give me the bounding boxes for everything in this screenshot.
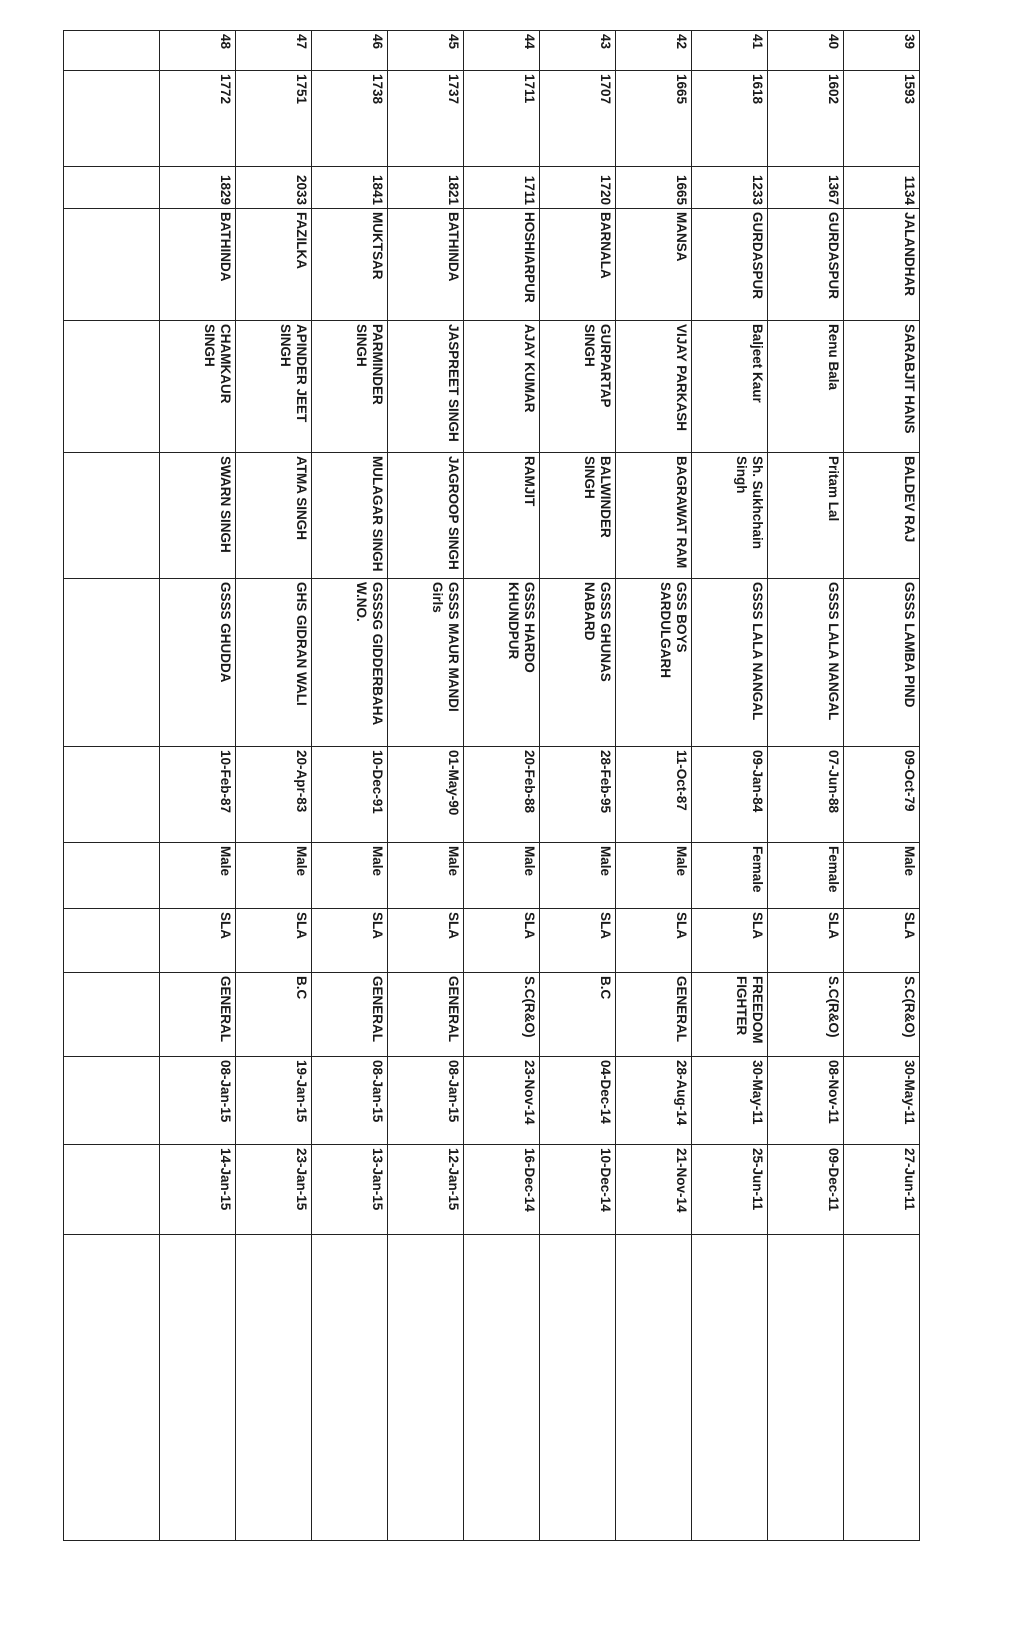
date-of-birth-cell: 07-Jun-88 [768, 747, 844, 843]
table-row [616, 31, 692, 1541]
table-row [312, 31, 388, 1541]
joining-date-cell: 08-Jan-15 [312, 1057, 388, 1145]
date-of-birth-cell: 01-May-90 [388, 747, 464, 843]
empty-cell [64, 1057, 160, 1145]
empty-cell [64, 843, 160, 909]
date-of-birth-cell: 09-Oct-79 [844, 747, 920, 843]
table-row [464, 31, 540, 1541]
serial-number-cell: 44 [464, 31, 540, 71]
second-id-cell: 1233 [692, 167, 768, 209]
relieving-date-cell: 10-Dec-14 [540, 1145, 616, 1235]
table-body [64, 31, 920, 1541]
second-id-cell: 1821 [388, 167, 464, 209]
joining-date-cell: 08-Jan-15 [388, 1057, 464, 1145]
remarks-cell [768, 1235, 844, 1541]
remarks-cell [236, 1235, 312, 1541]
father-name-cell: SWARN SINGH [160, 453, 236, 579]
employee-name-cell: GURPARTAP SINGH [540, 321, 616, 453]
empty-table-row [64, 31, 160, 1541]
second-id-cell: 1665 [616, 167, 692, 209]
empty-cell [64, 167, 160, 209]
remarks-cell [388, 1235, 464, 1541]
date-of-birth-cell: 28-Feb-95 [540, 747, 616, 843]
post-cell: SLA [768, 909, 844, 973]
category-cell: GENERAL [312, 973, 388, 1057]
relieving-date-cell: 13-Jan-15 [312, 1145, 388, 1235]
gender-cell: Male [312, 843, 388, 909]
school-cell: GSSS LAMBA PIND [844, 579, 920, 747]
table-row [844, 31, 920, 1541]
table-row [388, 31, 464, 1541]
relieving-date-cell: 21-Nov-14 [616, 1145, 692, 1235]
school-cell: GSSS LALA NANGAL [692, 579, 768, 747]
second-id-cell: 1829 [160, 167, 236, 209]
relieving-date-cell: 12-Jan-15 [388, 1145, 464, 1235]
gender-cell: Male [540, 843, 616, 909]
serial-number-cell: 45 [388, 31, 464, 71]
joining-date-cell: 08-Nov-11 [768, 1057, 844, 1145]
category-cell: B.C [236, 973, 312, 1057]
category-cell: B.C [540, 973, 616, 1057]
empty-cell [64, 579, 160, 747]
empty-cell [64, 1145, 160, 1235]
employee-name-cell: CHAMKAUR SINGH [160, 321, 236, 453]
second-id-cell: 1134 [844, 167, 920, 209]
category-cell: FREEDOM FIGHTER [692, 973, 768, 1057]
father-name-cell: MULAGAR SINGH [312, 453, 388, 579]
post-cell: SLA [464, 909, 540, 973]
employee-name-cell: PARMINDER SINGH [312, 321, 388, 453]
id-number-cell: 1665 [616, 71, 692, 167]
district-cell: GURDASPUR [692, 209, 768, 321]
second-id-cell: 2033 [236, 167, 312, 209]
gender-cell: Female [692, 843, 768, 909]
post-cell: SLA [160, 909, 236, 973]
remarks-cell [616, 1235, 692, 1541]
father-name-cell: Sh. Sukhchain Singh [692, 453, 768, 579]
post-cell: SLA [540, 909, 616, 973]
joining-date-cell: 30-May-11 [844, 1057, 920, 1145]
id-number-cell: 1602 [768, 71, 844, 167]
remarks-cell [844, 1235, 920, 1541]
id-number-cell: 1772 [160, 71, 236, 167]
employee-name-cell: JASPREET SINGH [388, 321, 464, 453]
district-cell: HOSHIARPUR [464, 209, 540, 321]
joining-date-cell: 04-Dec-14 [540, 1057, 616, 1145]
employee-name-cell: Baljeet Kaur [692, 321, 768, 453]
id-number-cell: 1593 [844, 71, 920, 167]
father-name-cell: JAGROOP SINGH [388, 453, 464, 579]
id-number-cell: 1711 [464, 71, 540, 167]
id-number-cell: 1707 [540, 71, 616, 167]
school-cell: GSSS LALA NANGAL [768, 579, 844, 747]
remarks-cell [692, 1235, 768, 1541]
second-id-cell: 1711 [464, 167, 540, 209]
serial-number-cell: 40 [768, 31, 844, 71]
id-number-cell: 1737 [388, 71, 464, 167]
employee-name-cell: APINDER JEET SINGH [236, 321, 312, 453]
empty-cell [64, 453, 160, 579]
district-cell: BARNALA [540, 209, 616, 321]
post-cell: SLA [312, 909, 388, 973]
joining-date-cell: 23-Nov-14 [464, 1057, 540, 1145]
post-cell: SLA [616, 909, 692, 973]
remarks-cell [540, 1235, 616, 1541]
category-cell: S.C(R&O) [464, 973, 540, 1057]
father-name-cell: BAGRAWAT RAM [616, 453, 692, 579]
father-name-cell: Pritam Lal [768, 453, 844, 579]
empty-cell [64, 321, 160, 453]
joining-date-cell: 30-May-11 [692, 1057, 768, 1145]
empty-cell [64, 1235, 160, 1541]
date-of-birth-cell: 09-Jan-84 [692, 747, 768, 843]
post-cell: SLA [692, 909, 768, 973]
gender-cell: Male [160, 843, 236, 909]
father-name-cell: BALWINDER SINGH [540, 453, 616, 579]
table-row [160, 31, 236, 1541]
gender-cell: Male [844, 843, 920, 909]
joining-date-cell: 19-Jan-15 [236, 1057, 312, 1145]
table-row [540, 31, 616, 1541]
second-id-cell: 1841 [312, 167, 388, 209]
school-cell: GSSS HARDO KHUNDPUR [464, 579, 540, 747]
date-of-birth-cell: 11-Oct-87 [616, 747, 692, 843]
serial-number-cell: 42 [616, 31, 692, 71]
employee-name-cell: VIJAY PARKASH [616, 321, 692, 453]
serial-number-cell: 47 [236, 31, 312, 71]
table-row [236, 31, 312, 1541]
relieving-date-cell: 23-Jan-15 [236, 1145, 312, 1235]
district-cell: GURDASPUR [768, 209, 844, 321]
serial-number-cell: 43 [540, 31, 616, 71]
district-cell: BATHINDA [388, 209, 464, 321]
school-cell: GSS BOYS SARDULGARH [616, 579, 692, 747]
empty-cell [64, 71, 160, 167]
category-cell: S.C(R&O) [768, 973, 844, 1057]
gender-cell: Female [768, 843, 844, 909]
gender-cell: Male [236, 843, 312, 909]
category-cell: GENERAL [388, 973, 464, 1057]
table-row [692, 31, 768, 1541]
empty-cell [64, 747, 160, 843]
father-name-cell: RAMJIT [464, 453, 540, 579]
id-number-cell: 1738 [312, 71, 388, 167]
empty-cell [64, 31, 160, 71]
relieving-date-cell: 16-Dec-14 [464, 1145, 540, 1235]
district-cell: MANSA [616, 209, 692, 321]
school-cell: GSSS MAUR MANDI Girls [388, 579, 464, 747]
serial-number-cell: 39 [844, 31, 920, 71]
serial-number-cell: 46 [312, 31, 388, 71]
remarks-cell [160, 1235, 236, 1541]
date-of-birth-cell: 20-Feb-88 [464, 747, 540, 843]
father-name-cell: ATMA SINGH [236, 453, 312, 579]
school-cell: GSSS GHUDDA [160, 579, 236, 747]
joining-date-cell: 08-Jan-15 [160, 1057, 236, 1145]
joining-date-cell: 28-Aug-14 [616, 1057, 692, 1145]
serial-number-cell: 41 [692, 31, 768, 71]
category-cell: S.C(R&O) [844, 973, 920, 1057]
empty-cell [64, 209, 160, 321]
employee-name-cell: Renu Bala [768, 321, 844, 453]
id-number-cell: 1751 [236, 71, 312, 167]
district-cell: MUKTSAR [312, 209, 388, 321]
date-of-birth-cell: 10-Feb-87 [160, 747, 236, 843]
empty-cell [64, 909, 160, 973]
employee-table [63, 30, 920, 1541]
school-cell: GSSS GHUNAS NABARD [540, 579, 616, 747]
post-cell: SLA [236, 909, 312, 973]
father-name-cell: BALDEV RAJ [844, 453, 920, 579]
relieving-date-cell: 27-Jun-11 [844, 1145, 920, 1235]
id-number-cell: 1618 [692, 71, 768, 167]
empty-cell [64, 973, 160, 1057]
category-cell: GENERAL [160, 973, 236, 1057]
relieving-date-cell: 25-Jun-11 [692, 1145, 768, 1235]
gender-cell: Male [616, 843, 692, 909]
date-of-birth-cell: 20-Apr-83 [236, 747, 312, 843]
employee-name-cell: SARABJIT HANS [844, 321, 920, 453]
gender-cell: Male [464, 843, 540, 909]
serial-number-cell: 48 [160, 31, 236, 71]
remarks-cell [464, 1235, 540, 1541]
post-cell: SLA [388, 909, 464, 973]
relieving-date-cell: 14-Jan-15 [160, 1145, 236, 1235]
district-cell: FAZILKA [236, 209, 312, 321]
remarks-cell [312, 1235, 388, 1541]
school-cell: GHS GIDRAN WALI [236, 579, 312, 747]
second-id-cell: 1720 [540, 167, 616, 209]
gender-cell: Male [388, 843, 464, 909]
school-cell: GSSSG GIDDERBAHA W.NO. [312, 579, 388, 747]
relieving-date-cell: 09-Dec-11 [768, 1145, 844, 1235]
post-cell: SLA [844, 909, 920, 973]
category-cell: GENERAL [616, 973, 692, 1057]
second-id-cell: 1367 [768, 167, 844, 209]
district-cell: JALANDHAR [844, 209, 920, 321]
rotated-table-container [140, 30, 920, 1540]
date-of-birth-cell: 10-Dec-91 [312, 747, 388, 843]
table-row [768, 31, 844, 1541]
district-cell: BATHINDA [160, 209, 236, 321]
employee-name-cell: AJAY KUMAR [464, 321, 540, 453]
